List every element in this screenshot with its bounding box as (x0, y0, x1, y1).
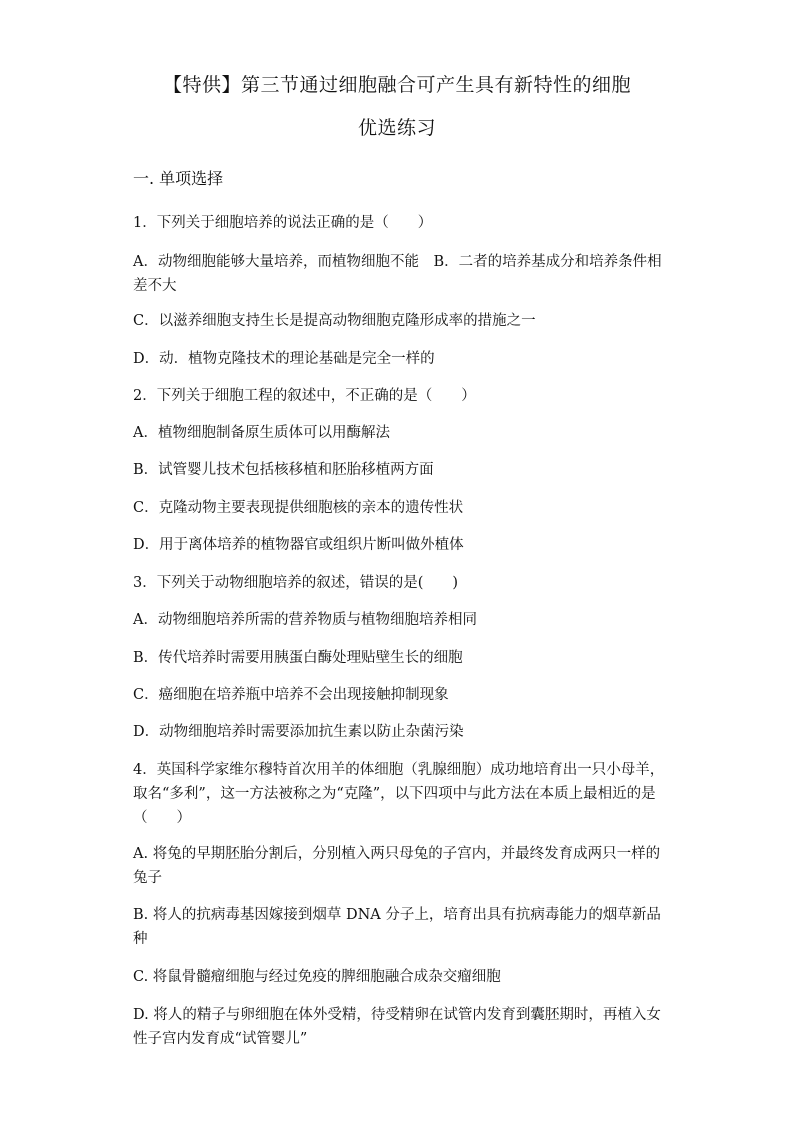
question-3-option-a: A．动物细胞培养所需的营养物质与植物细胞培养相同 (133, 612, 477, 628)
question-1-option-a-b: A．动物细胞能够大量培养，而植物细胞不能 B．二者的培养基成分和培养条件相差不大 (133, 254, 662, 294)
question-2-option-c: C．克隆动物主要表现提供细胞核的亲本的遗传性状 (133, 500, 464, 516)
question-1-stem: 1．下列关于细胞培养的说法正确的是（ ） (133, 215, 433, 231)
question-4-option-c: C. 将鼠骨髓瘤细胞与经过免疫的脾细胞融合成杂交瘤细胞 (133, 969, 501, 985)
question-2-option-a: A．植物细胞制备原生质体可以用酶解法 (133, 425, 390, 441)
document-subtitle: 优选练习 (357, 117, 436, 139)
question-4-option-d: D. 将人的精子与卵细胞在体外受精，待受精卵在试管内发育到囊胚期时，再植入女性子宫内发育成“试管婴儿” (133, 1007, 661, 1047)
question-4-stem: 4．英国科学家维尔穆特首次用羊的体细胞（乳腺细胞）成功地培育出一只小母羊，取名“多利”，这一方法被称之为“克隆”，以下四项中与此方法在本质上最相近的是（ ） (133, 762, 665, 826)
question-3-stem: 3．下列关于动物细胞培养的叙述，错误的是( ) (133, 575, 459, 591)
question-3-option-b: B．传代培养时需要用胰蛋白酶处理贴壁生长的细胞 (133, 650, 463, 666)
question-4-option-a: A. 将兔的早期胚胎分割后，分别植入两只母兔的子宫内，并最终发育成两只一样的兔子 (133, 846, 661, 886)
question-2-option-d: D．用于离体培养的植物器官或组织片断叫做外植体 (133, 537, 464, 553)
question-2-option-b: B．试管婴儿技术包括核移植和胚胎移植两方面 (133, 462, 434, 478)
question-1-option-d: D．动．植物克隆技术的理论基础是完全一样的 (133, 351, 435, 367)
question-3-option-c: C．癌细胞在培养瓶中培养不会出现接触抑制现象 (133, 687, 449, 703)
question-2-stem: 2．下列关于细胞工程的叙述中，不正确的是（ ） (133, 388, 476, 404)
question-3-option-d: D．动物细胞培养时需要添加抗生素以防止杂菌污染 (133, 724, 464, 740)
question-1-option-c: C．以滋养细胞支持生长是提高动物细胞克隆形成率的措施之一 (133, 313, 536, 329)
question-4-option-b: B. 将人的抗病毒基因嫁接到烟草 DNA 分子上，培育出具有抗病毒能力的烟草新品种 (133, 907, 661, 947)
document-title: 【特供】第三节通过细胞融合可产生具有新特性的细胞 (162, 74, 631, 96)
section-heading: 一. 单项选择 (133, 169, 224, 188)
